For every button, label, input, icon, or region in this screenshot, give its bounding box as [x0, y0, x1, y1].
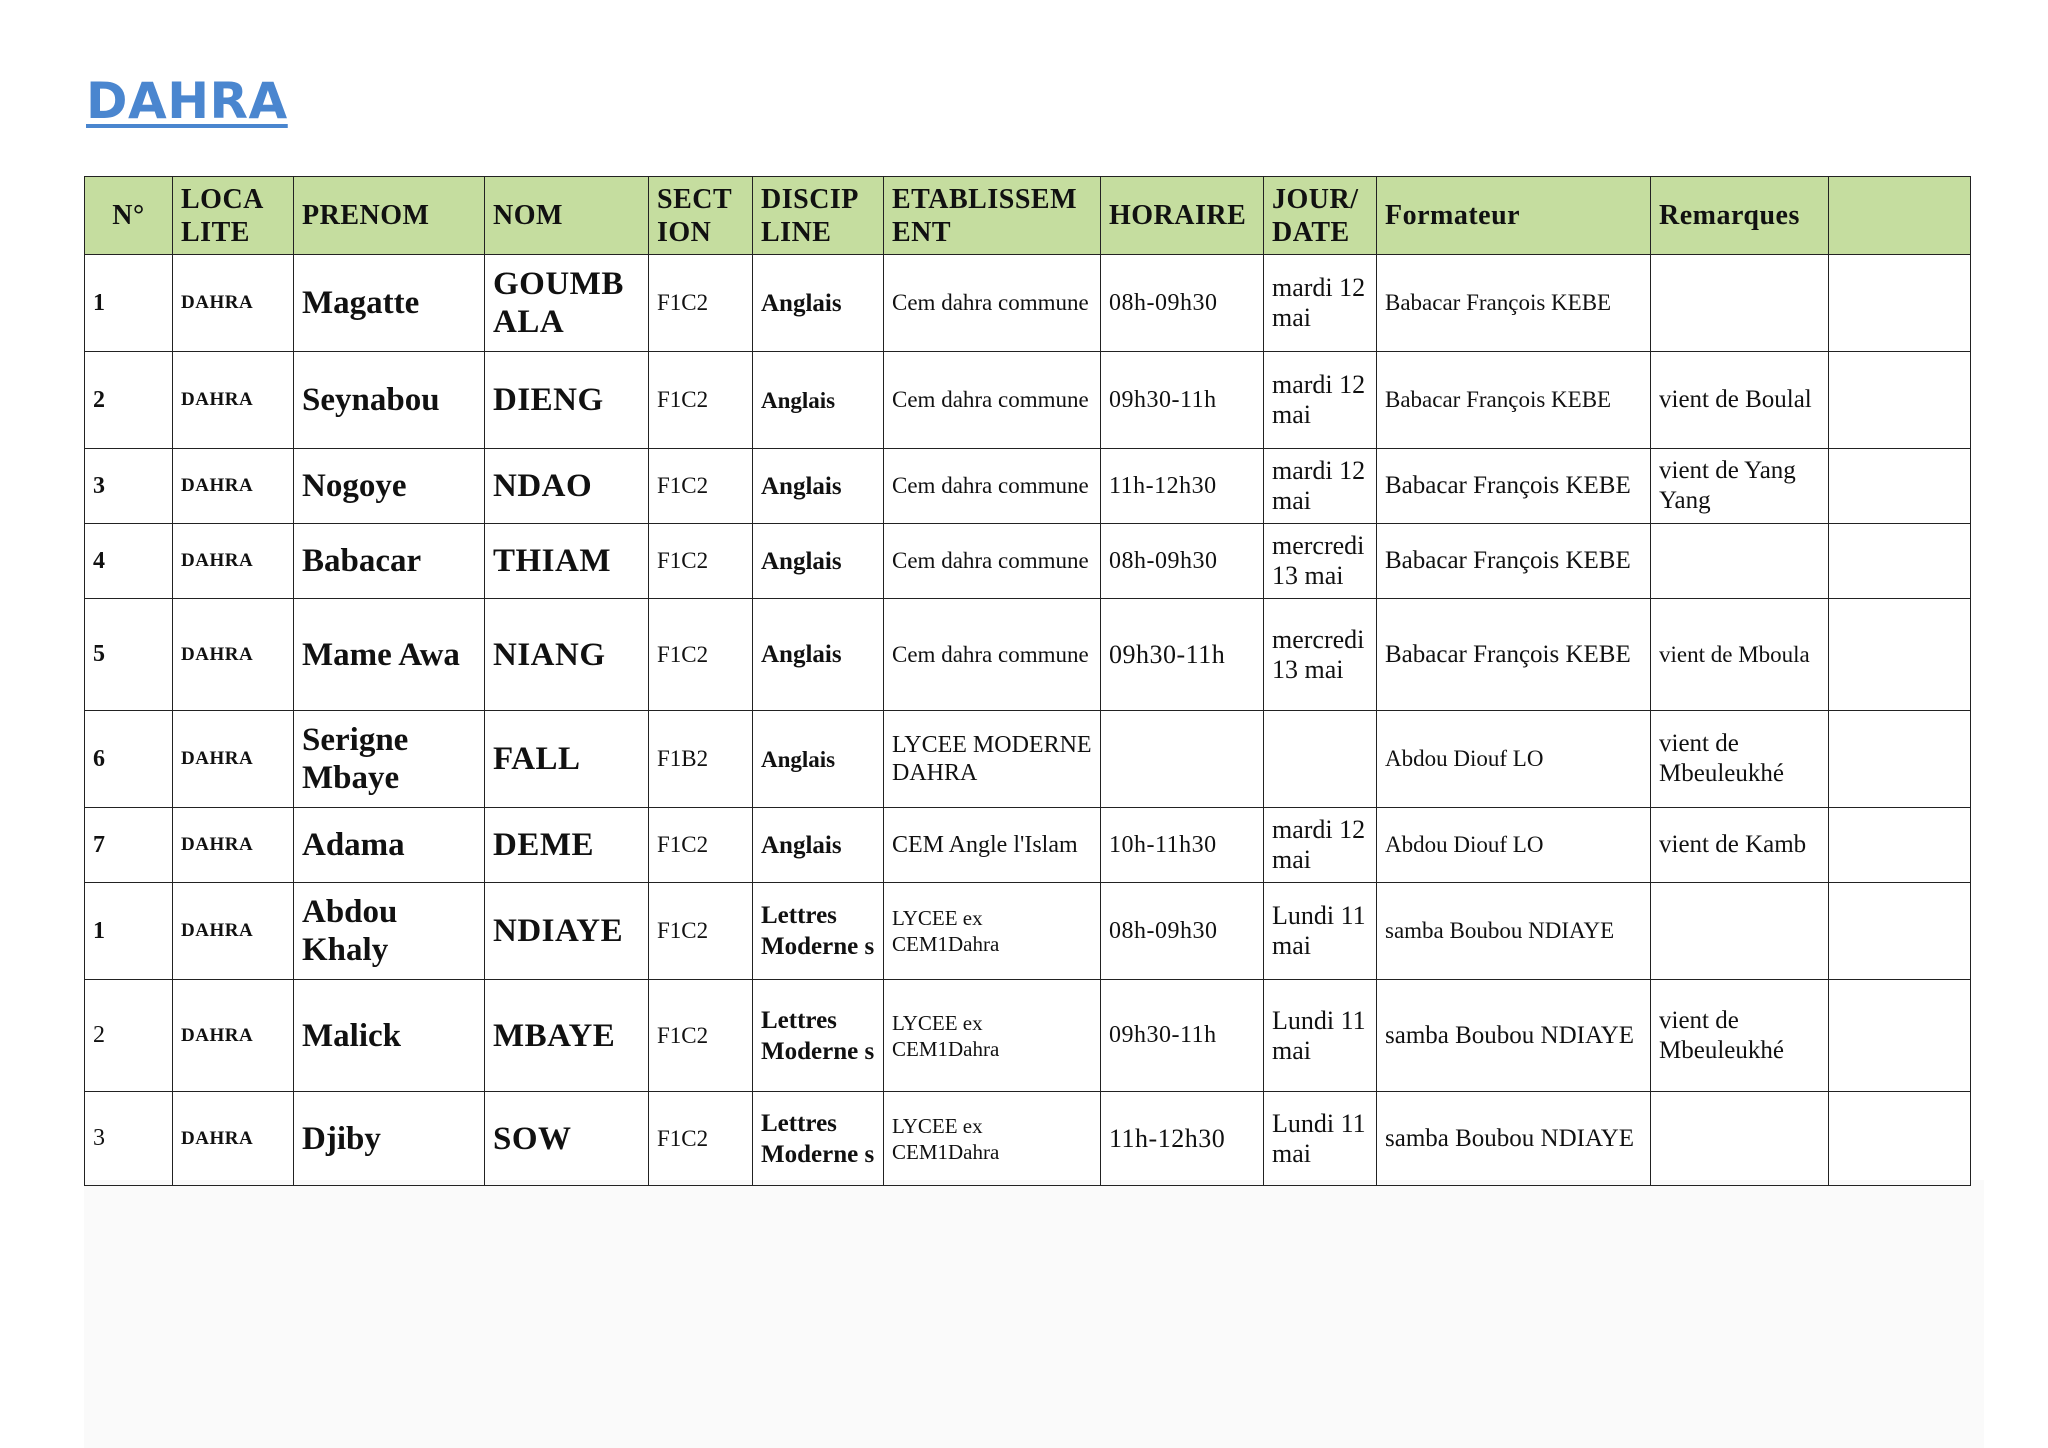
cell-remarques: vient de Mboula: [1651, 599, 1829, 711]
cell-formateur: Babacar François KEBE: [1377, 524, 1651, 599]
cell-prenom: Babacar: [294, 524, 485, 599]
cell-discipline: Anglais: [753, 449, 884, 524]
cell-jour-date: [1264, 711, 1377, 808]
cell-discipline: Lettres Moderne s: [753, 883, 884, 980]
table-row: [85, 599, 1971, 711]
table-row: [85, 808, 1971, 883]
cell-extra: [1829, 524, 1971, 599]
cell-etablissement: Cem dahra commune: [884, 524, 1101, 599]
cell-nom: DEME: [485, 808, 649, 883]
table-row: [85, 711, 1971, 808]
cell-remarques: vient de Mbeuleukhé: [1651, 711, 1829, 808]
header-remarques: Remarques: [1651, 177, 1829, 255]
cell-discipline: Anglais: [753, 352, 884, 449]
cell-section: F1C2: [649, 255, 753, 352]
cell-etablissement: Cem dahra commune: [884, 255, 1101, 352]
cell-formateur: Babacar François KEBE: [1377, 255, 1651, 352]
cell-horaire: 08h-09h30: [1101, 524, 1264, 599]
cell-remarques: vient de Mbeuleukhé: [1651, 980, 1829, 1092]
cell-etablissement: LYCEE ex CEM1Dahra: [884, 1092, 1101, 1186]
cell-localite: DAHRA: [173, 524, 294, 599]
header-horaire: HORAIRE: [1101, 177, 1264, 255]
cell-horaire: 11h-12h30: [1101, 1092, 1264, 1186]
table-row: [85, 1092, 1971, 1186]
page-background: [84, 1180, 1984, 1448]
cell-no: 4: [85, 524, 173, 599]
header-etablissement: ETABLISSEM ENT: [884, 177, 1101, 255]
cell-nom: NDIAYE: [485, 883, 649, 980]
cell-nom: NIANG: [485, 599, 649, 711]
cell-prenom: Magatte: [294, 255, 485, 352]
header-row: [85, 177, 1971, 255]
cell-localite: DAHRA: [173, 352, 294, 449]
header-prenom: PRENOM: [294, 177, 485, 255]
cell-jour-date: Lundi 11 mai: [1264, 1092, 1377, 1186]
cell-formateur: Babacar François KEBE: [1377, 599, 1651, 711]
cell-etablissement: LYCEE ex CEM1Dahra: [884, 980, 1101, 1092]
cell-discipline: Anglais: [753, 599, 884, 711]
cell-nom: NDAO: [485, 449, 649, 524]
cell-discipline: Anglais: [753, 255, 884, 352]
cell-localite: DAHRA: [173, 980, 294, 1092]
cell-horaire: 09h30-11h: [1101, 980, 1264, 1092]
cell-no: 2: [85, 980, 173, 1092]
cell-discipline: Anglais: [753, 711, 884, 808]
cell-localite: DAHRA: [173, 883, 294, 980]
cell-extra: [1829, 599, 1971, 711]
cell-localite: DAHRA: [173, 255, 294, 352]
cell-horaire: 08h-09h30: [1101, 883, 1264, 980]
cell-horaire: 08h-09h30: [1101, 255, 1264, 352]
cell-nom: THIAM: [485, 524, 649, 599]
cell-jour-date: Lundi 11 mai: [1264, 980, 1377, 1092]
cell-nom: MBAYE: [485, 980, 649, 1092]
header-section: SECT ION: [649, 177, 753, 255]
cell-section: F1C2: [649, 599, 753, 711]
cell-no: 2: [85, 352, 173, 449]
table-row: [85, 883, 1971, 980]
cell-horaire: [1101, 711, 1264, 808]
cell-section: F1C2: [649, 883, 753, 980]
cell-jour-date: mercredi 13 mai: [1264, 524, 1377, 599]
cell-extra: [1829, 808, 1971, 883]
cell-prenom: Mame Awa: [294, 599, 485, 711]
header-discipline: DISCIP LINE: [753, 177, 884, 255]
cell-section: F1C2: [649, 352, 753, 449]
cell-extra: [1829, 352, 1971, 449]
cell-section: F1C2: [649, 449, 753, 524]
table-row: [85, 980, 1971, 1092]
cell-discipline: Lettres Moderne s: [753, 1092, 884, 1186]
cell-no: 5: [85, 599, 173, 711]
cell-formateur: Babacar François KEBE: [1377, 449, 1651, 524]
cell-nom: FALL: [485, 711, 649, 808]
cell-jour-date: mardi 12 mai: [1264, 808, 1377, 883]
cell-formateur: Abdou Diouf LO: [1377, 711, 1651, 808]
cell-prenom: Malick: [294, 980, 485, 1092]
cell-no: 3: [85, 449, 173, 524]
cell-extra: [1829, 711, 1971, 808]
cell-formateur: samba Boubou NDIAYE: [1377, 883, 1651, 980]
cell-extra: [1829, 1092, 1971, 1186]
cell-remarques: vient de Kamb: [1651, 808, 1829, 883]
cell-etablissement: CEM Angle l'Islam: [884, 808, 1101, 883]
header-jour-date: JOUR/ DATE: [1264, 177, 1377, 255]
cell-remarques: [1651, 883, 1829, 980]
header-no: N°: [85, 177, 173, 255]
header-localite: LOCA LITE: [173, 177, 294, 255]
cell-section: F1C2: [649, 524, 753, 599]
cell-remarques: [1651, 255, 1829, 352]
cell-localite: DAHRA: [173, 1092, 294, 1186]
cell-section: F1C2: [649, 1092, 753, 1186]
cell-localite: DAHRA: [173, 449, 294, 524]
cell-discipline: Anglais: [753, 808, 884, 883]
cell-formateur: samba Boubou NDIAYE: [1377, 980, 1651, 1092]
cell-extra: [1829, 255, 1971, 352]
cell-section: F1C2: [649, 808, 753, 883]
cell-jour-date: mardi 12 mai: [1264, 255, 1377, 352]
cell-no: 7: [85, 808, 173, 883]
table-row: [85, 352, 1971, 449]
cell-localite: DAHRA: [173, 599, 294, 711]
cell-localite: DAHRA: [173, 808, 294, 883]
cell-horaire: 11h-12h30: [1101, 449, 1264, 524]
cell-nom: GOUMB ALA: [485, 255, 649, 352]
cell-no: 3: [85, 1092, 173, 1186]
cell-extra: [1829, 449, 1971, 524]
cell-discipline: Anglais: [753, 524, 884, 599]
cell-horaire: 10h-11h30: [1101, 808, 1264, 883]
cell-nom: DIENG: [485, 352, 649, 449]
cell-remarques: vient de Yang Yang: [1651, 449, 1829, 524]
cell-nom: SOW: [485, 1092, 649, 1186]
cell-no: 6: [85, 711, 173, 808]
cell-etablissement: Cem dahra commune: [884, 599, 1101, 711]
cell-etablissement: Cem dahra commune: [884, 449, 1101, 524]
cell-etablissement: Cem dahra commune: [884, 352, 1101, 449]
cell-remarques: [1651, 524, 1829, 599]
cell-formateur: Babacar François KEBE: [1377, 352, 1651, 449]
header-extra: [1829, 177, 1971, 255]
cell-remarques: [1651, 1092, 1829, 1186]
cell-prenom: Abdou Khaly: [294, 883, 485, 980]
cell-etablissement: LYCEE MODERNE DAHRA: [884, 711, 1101, 808]
table-row: [85, 524, 1971, 599]
cell-jour-date: mercredi 13 mai: [1264, 599, 1377, 711]
cell-horaire: 09h30-11h: [1101, 352, 1264, 449]
cell-prenom: Djiby: [294, 1092, 485, 1186]
cell-discipline: Lettres Moderne s: [753, 980, 884, 1092]
cell-prenom: Nogoye: [294, 449, 485, 524]
cell-prenom: Seynabou: [294, 352, 485, 449]
cell-etablissement: LYCEE ex CEM1Dahra: [884, 883, 1101, 980]
cell-localite: DAHRA: [173, 711, 294, 808]
cell-extra: [1829, 883, 1971, 980]
cell-section: F1B2: [649, 711, 753, 808]
header-formateur: Formateur: [1377, 177, 1651, 255]
cell-section: F1C2: [649, 980, 753, 1092]
cell-formateur: samba Boubou NDIAYE: [1377, 1092, 1651, 1186]
cell-prenom: Adama: [294, 808, 485, 883]
header-nom: NOM: [485, 177, 649, 255]
table-row: [85, 449, 1971, 524]
cell-no: 1: [85, 255, 173, 352]
roster-table: [84, 176, 1971, 1186]
cell-jour-date: Lundi 11 mai: [1264, 883, 1377, 980]
table-row: [85, 255, 1971, 352]
cell-remarques: vient de Boulal: [1651, 352, 1829, 449]
cell-extra: [1829, 980, 1971, 1092]
cell-horaire: 09h30-11h: [1101, 599, 1264, 711]
cell-jour-date: mardi 12 mai: [1264, 449, 1377, 524]
page-title: DAHRA: [86, 72, 288, 130]
cell-no: 1: [85, 883, 173, 980]
cell-jour-date: mardi 12 mai: [1264, 352, 1377, 449]
cell-prenom: Serigne Mbaye: [294, 711, 485, 808]
cell-formateur: Abdou Diouf LO: [1377, 808, 1651, 883]
